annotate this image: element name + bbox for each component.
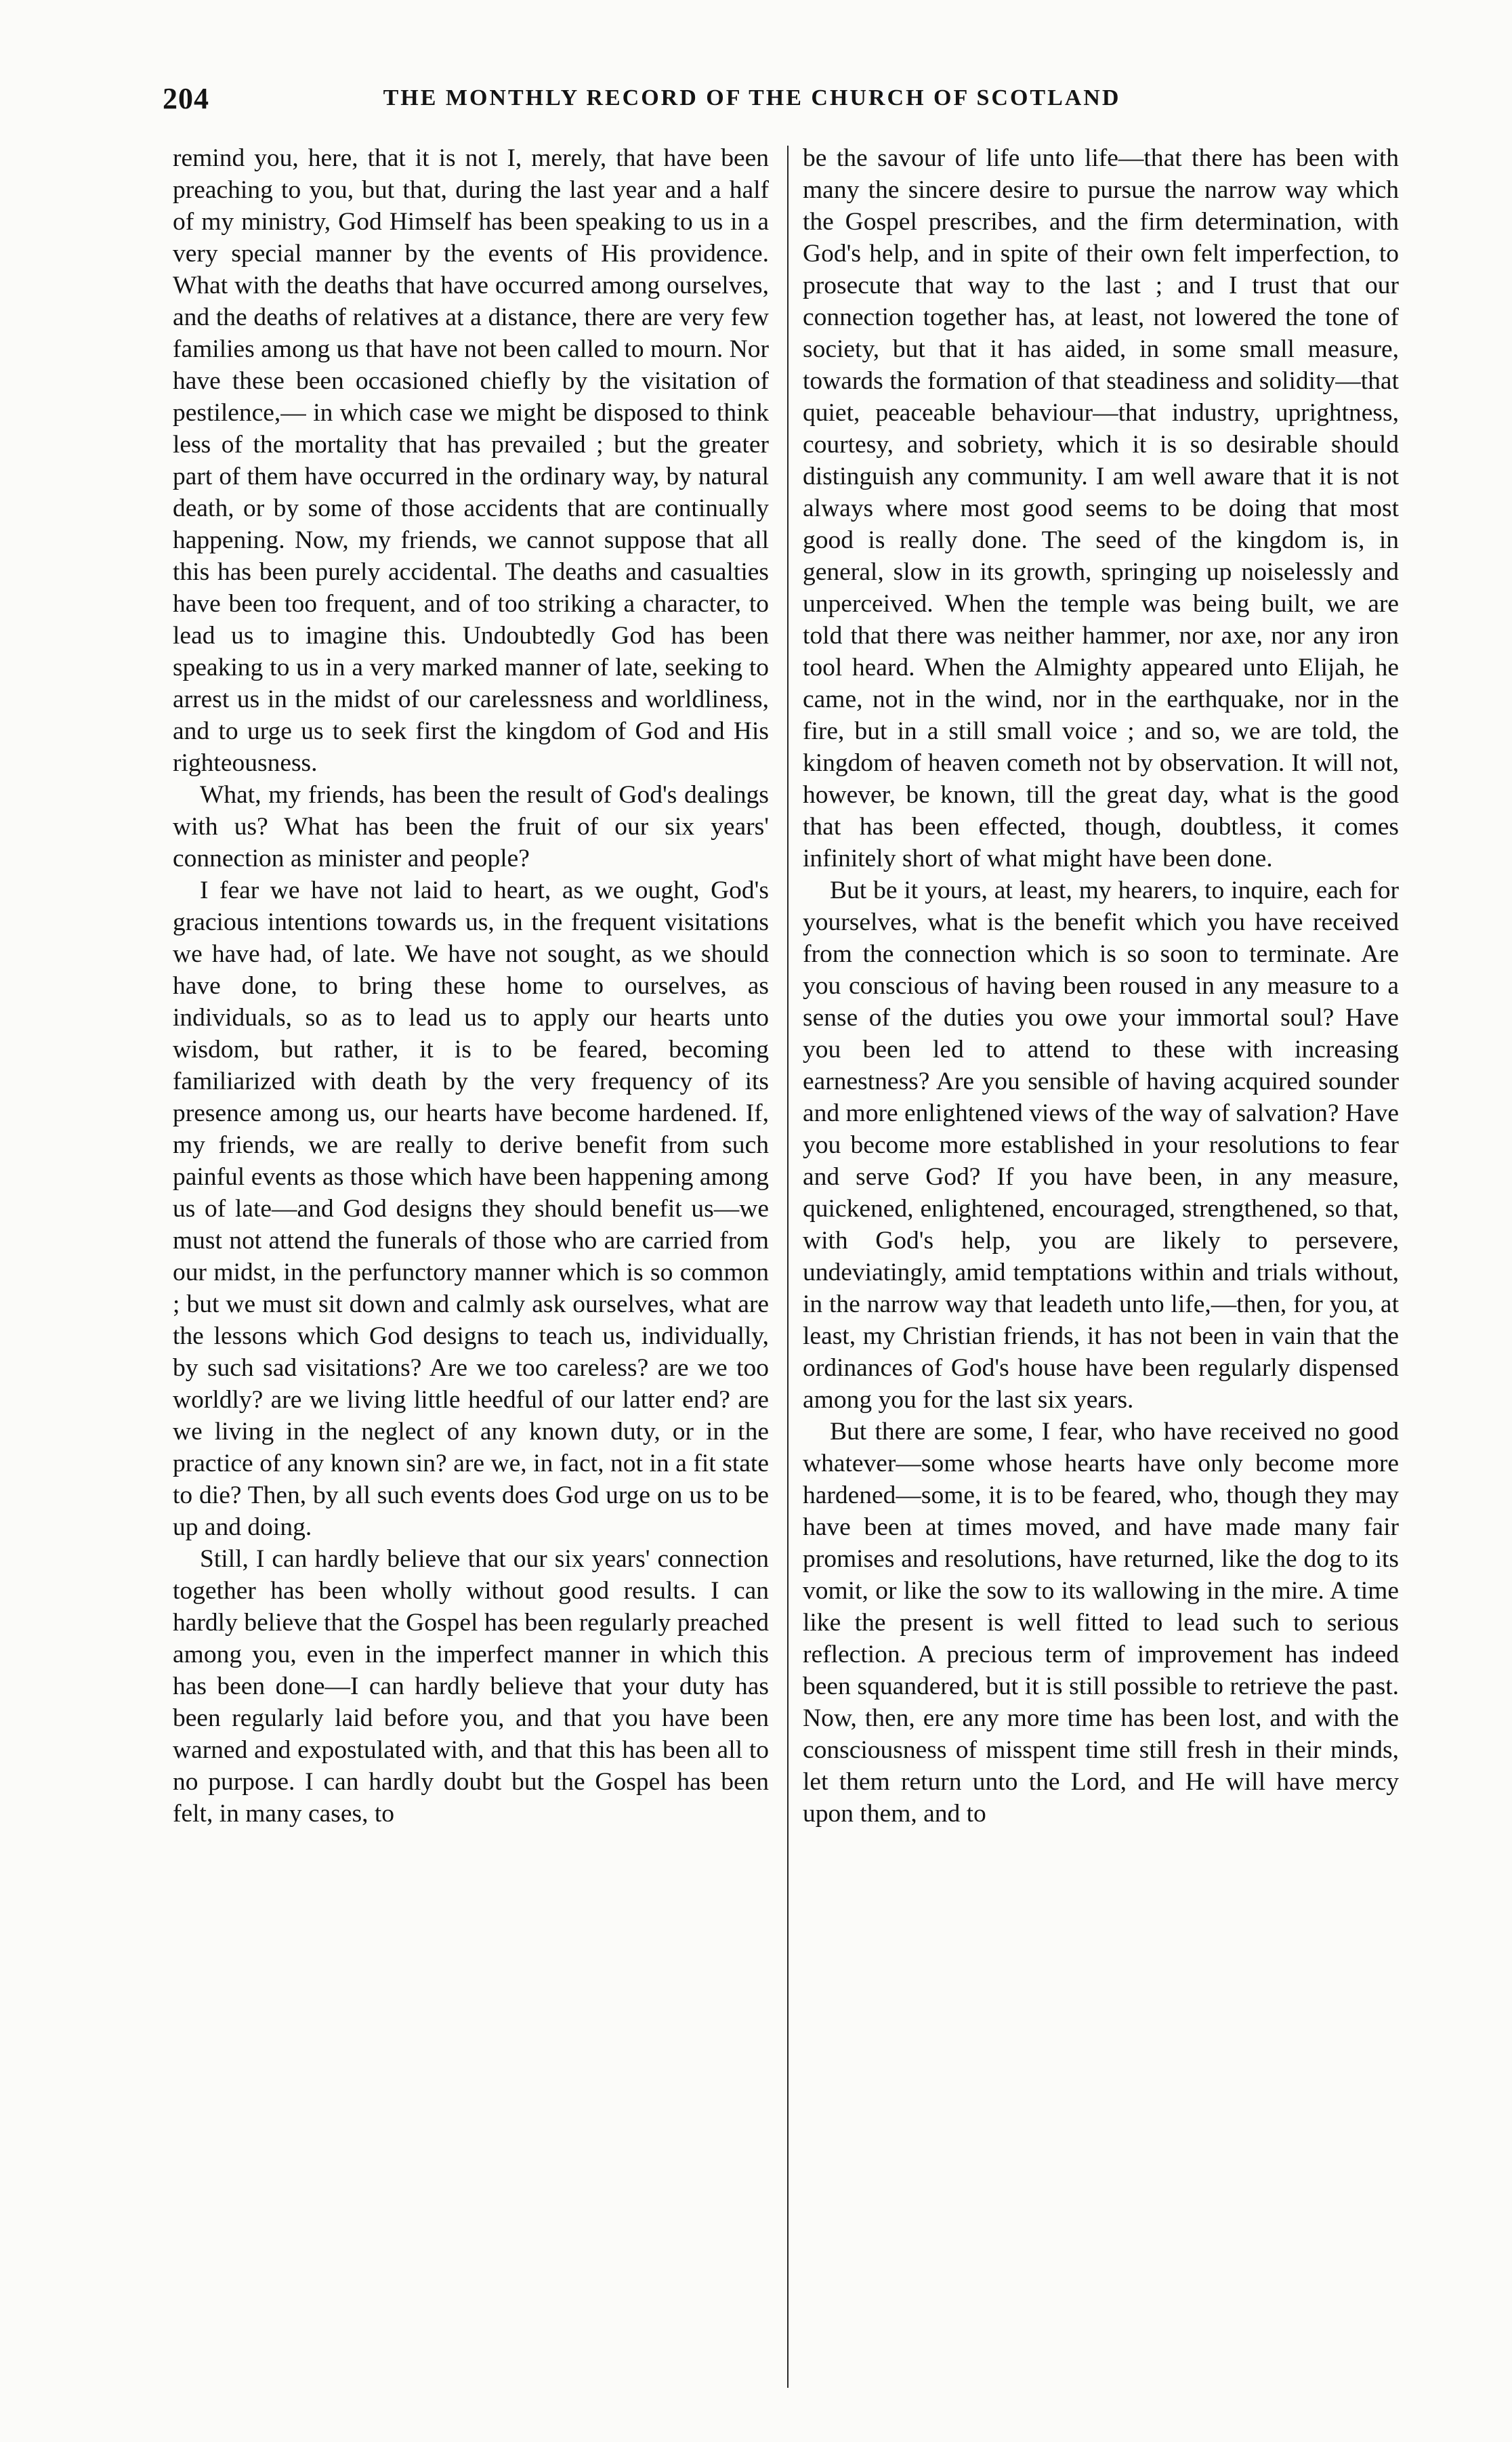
paragraph: I fear we have not laid to heart, as we ought, God's gracious intentions towards us, in the frequent visitations we have had, of late. We have not sought, as we should have done, to bring these home to ourselves, as individuals, so as to lead us to apply our hearts unto wisdom, but rather, it is to be feared, becoming familiarized with death by the very frequency of its presence among us, our hearts have become hardened. If, my friends, we are really to derive benefit from such painful events as those which have been happening among us of late—and God designs they should benefit us—we must not attend the funerals of those who are carried from our midst, in the perfunctory manner which is so common ; but we must sit down and calmly ask ourselves, what are the lessons which God designs to teach us, individually, by such sad visitations? Are we too careless? are we too worldly? are we living little heedful of our latter end? are we living in the neglect of any known duty, or in the practice of any known sin? are we, in fact, not in a fit state to die? Then, by all such events does God urge on us to be up and doing. [173, 877, 769, 1541]
paragraph: be the savour of life unto life—that there has been with many the sincere desire to pursue the narrow way which the Gospel prescribes, and the firm determination, with God's help, and in spite of their own felt imperfection, to prosecute that way to the last ; and I trust that our connection together has, at least, not lowered the tone of society, but that it has aided, in some small measure, towards the formation of that steadiness and solidity—that quiet, peaceable behaviour—that industry, uprightness, courtesy, and sobriety, which it is so desirable should distinguish any community. I am well aware that it is not always where most good seems to be doing that most good is really done. The seed of the kingdom is, in general, slow in its growth, springing up noiselessly and unperceived. When the temple was being built, we are told that there was neither hammer, nor axe, nor any iron tool heard. When the Almighty appeared unto Elijah, he came, not in the wind, nor in the earthquake, nor in the fire, but in a still small voice ; and so, we are told, the kingdom of heaven cometh not by observation. It will not, however, be known, till the great day, what is the good that has been effected, though, doubtless, it comes infinitely short of what might have been done. [803, 144, 1399, 872]
column-divider [787, 146, 789, 2388]
paragraph: remind you, here, that it is not I, merely, that have been preaching to you, but that, during the last year and a half of my ministry, God Himself has been speaking to us in a very special manner by the events of His providence. What with the deaths that have occurred among ourselves, and the deaths of relatives at a distance, there are very few families among us that have not been called to mourn. Nor have these been occasioned chiefly by the visitation of pestilence,— in which case we might be disposed to think less of the mortality that has prevailed ; but the greater part of them have occurred in the ordinary way, by natural death, or by some of those accidents that are continually happening. Now, my friends, we cannot suppose that all this has been purely accidental. The deaths and casualties have been too frequent, and of too striking a character, to lead us to imagine this. Undoubtedly God has been speaking to us in a very marked manner of late, seeking to arrest us in the midst of our carelessness and worldliness, and to urge us to seek first the kingdom of God and His righteousness. [173, 144, 769, 777]
right-column [803, 142, 1399, 2398]
left-column [173, 142, 769, 2398]
paragraph: What, my friends, has been the result of God's dealings with us? What has been the fruit of our six years' connection as minister and people? [173, 781, 769, 872]
paragraph: But be it yours, at least, my hearers, to inquire, each for yourselves, what is the benefit which you have received from the connection which is so soon to terminate. Are you conscious of having been roused in any measure to a sense of the duties you owe your immortal soul? Have you been led to attend to these with increasing earnestness? Are you sensible of having acquired sounder and more enlightened views of the way of salvation? Have you become more established in your resolutions to fear and serve God? If you have been, in any measure, quickened, enlightened, encouraged, strengthened, so that, with God's help, you are likely to persevere, undeviatingly, amid temptations within and trials without, in the narrow way that leadeth unto life,—then, for you, at least, my Christian friends, it has not been in vain that the ordinances of God's house have been regularly dispensed among you for the last six years. [803, 877, 1399, 1414]
page-header [163, 81, 1219, 135]
page-number: 204 [163, 82, 209, 115]
running-head: THE MONTHLY RECORD OF THE CHURCH OF SCOTLAND [383, 85, 1121, 110]
paragraph: Still, I can hardly believe that our six years' connection together has been wholly without good results. I can hardly believe that the Gospel has been regularly preached among you, even in the imperfect manner in which this has been done—I can hardly believe that your duty has been regularly laid before you, and that you have been warned and expostulated with, and that this has been all to no purpose. I can hardly doubt but the Gospel has been felt, in many cases, to [173, 1545, 769, 1828]
paragraph: But there are some, I fear, who have received no good whatever—some whose hearts have only become more hardened—some, it is to be feared, who, though they may have been at times moved, and have made many fair promises and resolutions, have returned, like the dog to its vomit, or like the sow to its wallowing in the mire. A time like the present is well fitted to lead such to serious reflection. A precious term of improvement has indeed been squandered, but it is still possible to retrieve the past. Now, then, ere any more time has been lost, and with the consciousness of misspent time still fresh in their minds, let them return unto the Lord, and He will have mercy upon them, and to [803, 1418, 1399, 1828]
